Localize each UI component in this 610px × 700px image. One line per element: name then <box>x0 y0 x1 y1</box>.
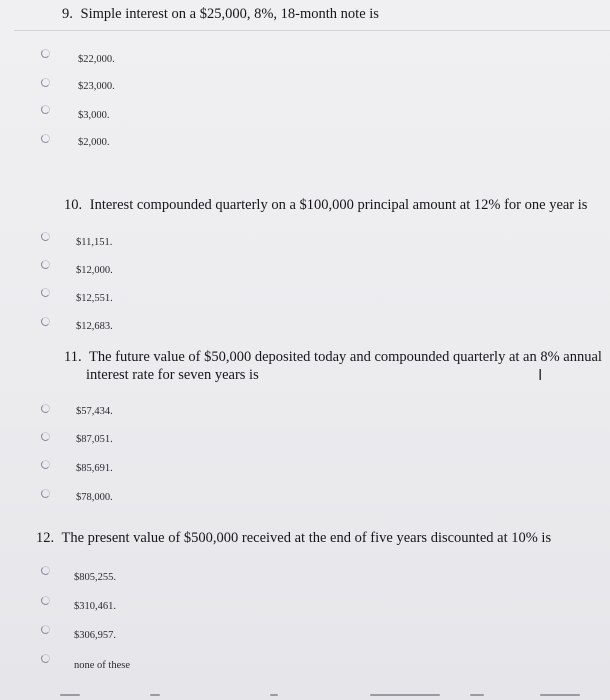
divider <box>14 30 610 31</box>
radio-button[interactable] <box>41 232 50 241</box>
option-label: $78,000. <box>76 492 113 503</box>
option-label: $22,000. <box>78 54 115 65</box>
option-label: $12,551. <box>76 293 113 304</box>
option-label: $306,957. <box>74 630 116 641</box>
question-number: 12. <box>36 530 55 546</box>
radio-button[interactable] <box>41 404 50 413</box>
radio-button[interactable] <box>41 317 50 326</box>
option-radio[interactable] <box>41 228 50 244</box>
option-radio[interactable] <box>41 256 50 272</box>
option-radio[interactable] <box>41 45 50 61</box>
radio-button[interactable] <box>41 654 50 663</box>
radio-button[interactable] <box>41 460 50 469</box>
cutoff-text-fragments <box>60 692 600 698</box>
option-radio[interactable] <box>41 562 50 578</box>
option-radio[interactable] <box>41 400 50 416</box>
option-label: $57,434. <box>76 406 113 417</box>
option-label: $3,000. <box>78 110 110 121</box>
question-text: Simple interest on a $25,000, 8%, 18-month note is <box>80 6 379 22</box>
radio-button[interactable] <box>41 489 50 498</box>
option-radio[interactable] <box>41 592 50 608</box>
radio-button[interactable] <box>41 105 50 114</box>
option-radio[interactable] <box>41 428 50 444</box>
cutoff-mark <box>60 694 80 696</box>
option-label: $11,151. <box>76 237 113 248</box>
question-text: The present value of $500,000 received at the end of five years discounted at 10% is <box>61 530 552 546</box>
option-label: $805,255. <box>74 572 116 583</box>
question-text: The future value of $50,000 deposited today and compounded quarterly at an 8% annual <box>88 349 602 365</box>
option-radio[interactable] <box>41 313 50 329</box>
option-label: $12,000. <box>76 265 113 276</box>
radio-button[interactable] <box>41 566 50 575</box>
question-11 <box>64 349 602 366</box>
cutoff-mark <box>470 694 484 696</box>
option-label: $87,051. <box>76 434 113 445</box>
option-label: none of these <box>74 660 130 671</box>
radio-button[interactable] <box>41 49 50 58</box>
option-radio[interactable] <box>41 485 50 501</box>
question-10 <box>64 197 587 214</box>
option-label: $85,691. <box>76 463 113 474</box>
option-radio[interactable] <box>41 284 50 300</box>
option-radio[interactable] <box>41 456 50 472</box>
option-radio[interactable] <box>41 101 50 117</box>
option-label: $12,683. <box>76 321 113 332</box>
text-cursor-icon: I <box>538 366 543 384</box>
cutoff-mark <box>270 694 278 696</box>
radio-button[interactable] <box>41 625 50 634</box>
radio-button[interactable] <box>41 78 50 87</box>
question-number: 11. <box>64 349 82 365</box>
cutoff-mark <box>370 694 440 696</box>
cutoff-mark <box>150 694 160 696</box>
radio-button[interactable] <box>41 432 50 441</box>
question-number: 10. <box>64 197 83 213</box>
option-label: $310,461. <box>74 601 116 612</box>
option-radio[interactable] <box>41 621 50 637</box>
option-radio[interactable] <box>41 130 50 146</box>
option-label: $2,000. <box>78 137 110 148</box>
radio-button[interactable] <box>41 260 50 269</box>
radio-button[interactable] <box>41 134 50 143</box>
radio-button[interactable] <box>41 596 50 605</box>
option-radio[interactable] <box>41 74 50 90</box>
question-text: Interest compounded quarterly on a $100,000 principal amount at 12% for one year is <box>89 197 588 213</box>
question-12 <box>36 530 551 547</box>
question-9 <box>62 6 379 23</box>
option-label: $23,000. <box>78 81 115 92</box>
cutoff-mark <box>540 694 580 696</box>
radio-button[interactable] <box>41 288 50 297</box>
question-text-continued: interest rate for seven years is <box>86 367 259 383</box>
option-radio[interactable] <box>41 650 50 666</box>
question-number: 9. <box>62 6 73 22</box>
